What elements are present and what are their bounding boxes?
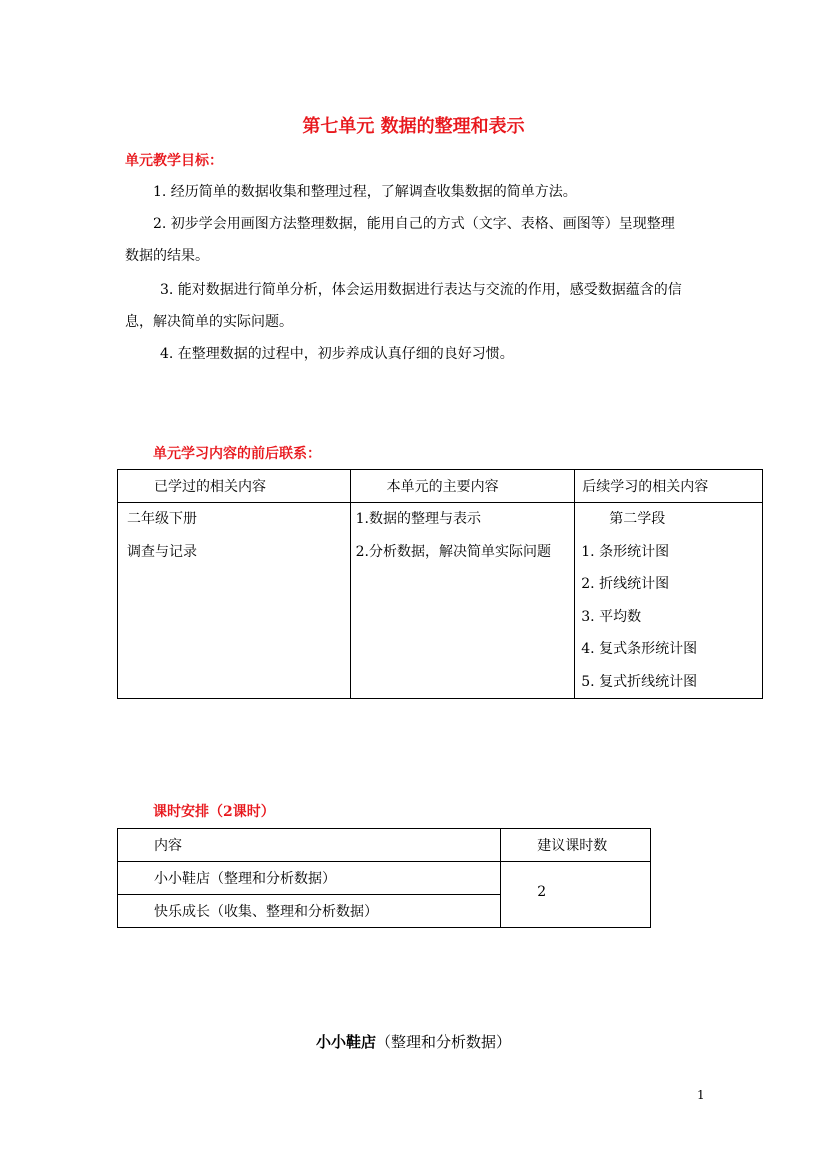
goals-heading: 单元教学目标： xyxy=(125,153,223,169)
lesson-subtitle-rest: （整理和分析数据） xyxy=(376,1033,512,1051)
schedule-header-hours: 建议课时数 xyxy=(501,829,651,862)
followup-item: 5. 复式折线统计图 xyxy=(581,673,698,690)
page-number: 1 xyxy=(697,1088,705,1102)
followup-stage: 第二学段 xyxy=(609,511,666,527)
lesson-subtitle xyxy=(0,1031,827,1052)
main-item: 2.分析数据，解决简单实际问题 xyxy=(355,543,551,560)
goal-item-3: 3. 能对数据进行简单分析，体会运用数据进行表达与交流的作用，感受数据蕴含的信 xyxy=(160,282,682,298)
relation-followup-cell xyxy=(575,503,763,699)
schedule-table xyxy=(117,828,651,928)
schedule-row-lesson-1: 小小鞋店（整理和分析数据） xyxy=(118,862,501,895)
goal-item-1: 1. 经历简单的数据收集和整理过程，了解调查收集数据的简单方法。 xyxy=(153,184,577,200)
relation-main-cell xyxy=(350,503,575,699)
relation-learned-cell xyxy=(118,503,351,699)
schedule-header-content: 内容 xyxy=(118,829,501,862)
page-title: 第七单元 数据的整理和表示 xyxy=(302,116,525,137)
relation-table xyxy=(117,469,763,699)
followup-item: 3. 平均数 xyxy=(581,608,642,625)
relation-header-learned: 已学过的相关内容 xyxy=(118,470,351,503)
relation-header-main: 本单元的主要内容 xyxy=(350,470,575,503)
main-item: 1.数据的整理与表示 xyxy=(355,511,481,527)
schedule-hours-value: 2 xyxy=(501,862,651,928)
relation-header-followup: 后续学习的相关内容 xyxy=(575,470,763,503)
lesson-subtitle-bold: 小小鞋店 xyxy=(315,1033,376,1051)
learned-item: 二年级下册 xyxy=(127,511,197,527)
followup-item: 4. 复式条形统计图 xyxy=(581,641,698,657)
goal-item-4: 4. 在整理数据的过程中，初步养成认真仔细的良好习惯。 xyxy=(160,346,514,362)
relation-heading: 单元学习内容的前后联系： xyxy=(153,446,321,462)
goal-item-3-cont: 息，解决简单的实际问题。 xyxy=(125,314,293,330)
schedule-heading: 课时安排（2课时） xyxy=(153,804,275,820)
schedule-row-lesson-2: 快乐成长（收集、整理和分析数据） xyxy=(118,895,501,928)
goal-item-2-cont: 数据的结果。 xyxy=(125,248,209,264)
learned-item: 调查与记录 xyxy=(127,543,197,560)
followup-item: 1. 条形统计图 xyxy=(581,543,670,560)
followup-item: 2. 折线统计图 xyxy=(581,576,670,592)
goal-item-2: 2. 初步学会用画图方法整理数据，能用自己的方式（文字、表格、画图等）呈现整理 xyxy=(153,216,675,232)
